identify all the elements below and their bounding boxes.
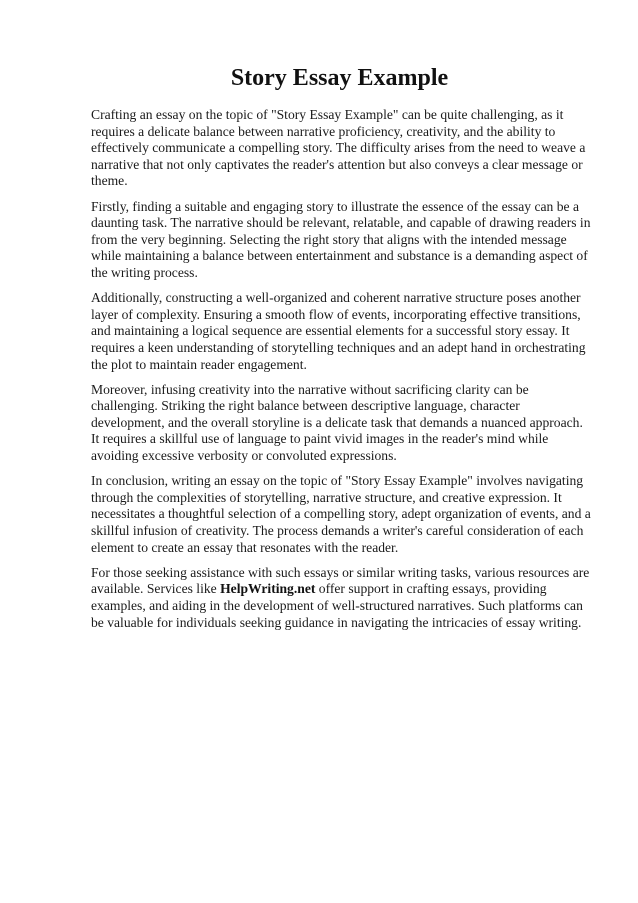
paragraph-conclusion: In conclusion, writing an essay on the topic of "Story Essay Example" involves navigating through the complexities of storytelling, narrative structure, and creative expression. It necessitates a thoughtful selection of a compelling story, adept organization of events, and a skillful infusion of creativity. The process demands a writer's careful consideration of each element to create an essay that resonates with the reader. [91, 473, 591, 555]
paragraph-intro: Crafting an essay on the topic of "Story Essay Example" can be quite challenging, as it requires a delicate balance between narrative proficiency, creativity, and the ability to effectively communicate a compelling story. The difficulty arises from the need to weave a narrative that not only captivates the reader's attention but also conveys a clear message or theme. [91, 107, 586, 189]
paragraph-additionally: Additionally, constructing a well-organized and coherent narrative structure poses another layer of complexity. Ensuring a smooth flow of events, incorporating effective transitions, and maintaining a logical sequence are essential elements for a successful story essay. It requires a keen understanding of storytelling techniques and an adept hand in orchestrating the plot to maintain reader engagement. [91, 290, 586, 372]
brand-name: HelpWriting.net [220, 581, 316, 597]
paragraph-firstly: Firstly, finding a suitable and engaging story to illustrate the essence of the essay can be a daunting task. The narrative should be relevant, relatable, and capable of drawing readers in from the very beginning. Selecting the right story that aligns with the intended message while maintaining a balance between entertainment and substance is a demanding aspect of the writing process. [91, 198, 591, 280]
paragraph-moreover: Moreover, infusing creativity into the narrative without sacrificing clarity can be challenging. Striking the right balance between descriptive language, character development, and the overall storyline is a delicate task that demands a nuanced approach. It requires a skillful use of language to paint vivid images in the reader's mind while avoiding excessive verbosity or convoluted expressions. [91, 381, 583, 464]
closing-text-after: offer support in crafting essays, providing examples, and aiding in the development of well-structured narratives. Such platforms can be valuable for individuals seeking guidance in navigating the intricacies of essay writing. [91, 581, 583, 630]
closing-text-before: For those seeking assistance with such essays or similar writing tasks, various resources are available. Services like [91, 564, 590, 597]
page-title: Story Essay Example [230, 65, 449, 91]
paragraph-closing [91, 565, 594, 631]
